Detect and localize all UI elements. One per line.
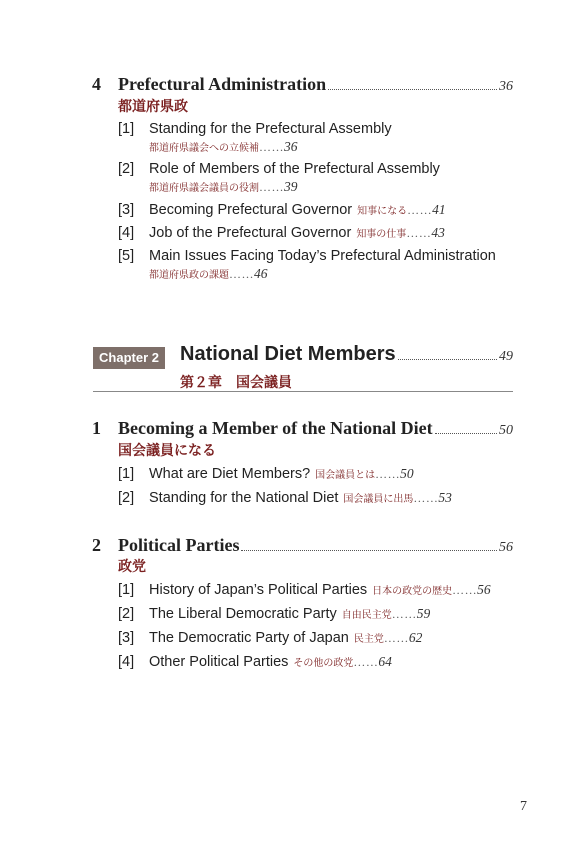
dot-leader: ……: [259, 180, 284, 194]
item-title-jp: 都道府県政の課題: [149, 270, 229, 281]
dot-leader: ……: [406, 226, 432, 240]
toc-item[interactable]: [118, 489, 452, 507]
toc-item[interactable]: [118, 201, 446, 219]
section-page: 36: [499, 79, 513, 94]
item-title-jp: その他の政党: [293, 658, 354, 669]
item-number: [3]: [118, 202, 135, 218]
item-number: [4]: [118, 225, 135, 241]
item-number: [2]: [118, 606, 135, 622]
section-heading[interactable]: [92, 535, 513, 556]
item-title-jp: 日本の政党の歴史: [372, 586, 453, 597]
section-number: 2: [92, 535, 101, 555]
toc-item[interactable]: [118, 247, 496, 265]
chapter-divider: [93, 391, 513, 392]
toc-item[interactable]: [118, 120, 392, 138]
toc-item[interactable]: [118, 465, 414, 483]
chapter-title-jp: 第２章 国会議員: [180, 375, 292, 391]
chapter-badge: Chapter 2: [93, 347, 165, 369]
item-title: The Democratic Party of Japan: [149, 630, 349, 646]
item-title-jp: 国会議員とは: [315, 470, 376, 481]
item-page: 41: [432, 202, 446, 217]
item-title: Standing for the National Diet: [149, 490, 339, 506]
item-title: Standing for the Prefectural Assembly: [149, 121, 392, 137]
chapter-page: 49: [499, 349, 513, 364]
dot-leader: ……: [353, 655, 379, 669]
item-page: 53: [438, 490, 452, 505]
item-page: 59: [416, 606, 431, 621]
item-title: Other Political Parties: [149, 654, 289, 670]
dot-leader: ……: [391, 607, 417, 621]
item-number: [1]: [118, 121, 135, 137]
section-title-jp: 政党: [118, 559, 146, 575]
item-title: History of Japan’s Political Parties: [149, 582, 368, 598]
toc-item-jp-line: [149, 138, 298, 156]
page-number: 7: [520, 799, 527, 814]
item-page: 46: [254, 266, 268, 281]
dot-leader: ……: [375, 467, 401, 481]
item-page: 39: [284, 179, 298, 194]
item-title: Role of Members of the Prefectural Assembly: [149, 161, 440, 177]
item-page: 64: [378, 654, 392, 669]
toc-item[interactable]: [118, 224, 445, 242]
dot-leader: [398, 359, 497, 360]
item-number: [2]: [118, 490, 135, 506]
dot-leader: ……: [413, 491, 439, 505]
item-number: [3]: [118, 630, 135, 646]
toc-item[interactable]: [118, 653, 392, 671]
section-title-jp: 都道府県政: [118, 99, 188, 115]
item-page: 56: [477, 582, 491, 597]
item-title-jp: 自由民主党: [341, 610, 392, 621]
section-title: Prefectural Administration: [118, 74, 327, 94]
section-title: Becoming a Member of the National Diet: [118, 418, 433, 438]
toc-item[interactable]: [118, 581, 491, 599]
section-heading[interactable]: [92, 418, 513, 439]
dot-leader: ……: [407, 203, 433, 217]
item-number: [4]: [118, 654, 135, 670]
dot-leader: ……: [452, 583, 478, 597]
dot-leader: [435, 433, 497, 434]
item-title: Job of the Prefectural Governor: [149, 225, 352, 241]
item-number: [5]: [118, 248, 135, 264]
section-heading[interactable]: [92, 74, 513, 95]
section-page: 56: [499, 540, 513, 555]
chapter-heading[interactable]: [180, 343, 513, 366]
dot-leader: ……: [383, 631, 409, 645]
section-number: 1: [92, 418, 101, 438]
dot-leader: [241, 550, 497, 551]
toc-item-jp-line: [149, 265, 268, 283]
toc-item-jp-line: [149, 178, 298, 196]
item-title-jp: 都道府県議会議員の役割: [149, 183, 259, 194]
item-page: 36: [284, 139, 298, 154]
item-title-jp: 都道府県議会への立候補: [149, 143, 259, 154]
item-title: Becoming Prefectural Governor: [149, 202, 353, 218]
dot-leader: ……: [259, 140, 284, 154]
toc-item[interactable]: [118, 160, 440, 178]
item-page: 50: [400, 466, 414, 481]
section-title: Political Parties: [118, 535, 240, 555]
item-title-jp: 知事の仕事: [356, 229, 407, 240]
item-page: 43: [431, 225, 445, 240]
item-number: [1]: [118, 466, 135, 482]
dot-leader: ……: [229, 267, 254, 281]
toc-item[interactable]: [118, 605, 430, 623]
item-title-jp: 知事になる: [357, 206, 408, 217]
item-title-jp: 国会議員に出馬: [343, 494, 414, 505]
section-page: 50: [499, 423, 513, 438]
item-page: 62: [408, 630, 423, 645]
item-title-jp: 民主党: [353, 634, 384, 645]
item-number: [2]: [118, 161, 135, 177]
item-title: Main Issues Facing Today’s Prefectural Administration: [149, 248, 496, 264]
item-title: The Liberal Democratic Party: [149, 606, 337, 622]
item-number: [1]: [118, 582, 135, 598]
toc-item[interactable]: [118, 629, 422, 647]
section-title-jp: 国会議員になる: [118, 443, 216, 459]
item-title: What are Diet Members?: [149, 466, 311, 482]
section-number: 4: [92, 74, 101, 94]
dot-leader: [328, 89, 497, 90]
chapter-title: National Diet Members: [180, 343, 396, 365]
